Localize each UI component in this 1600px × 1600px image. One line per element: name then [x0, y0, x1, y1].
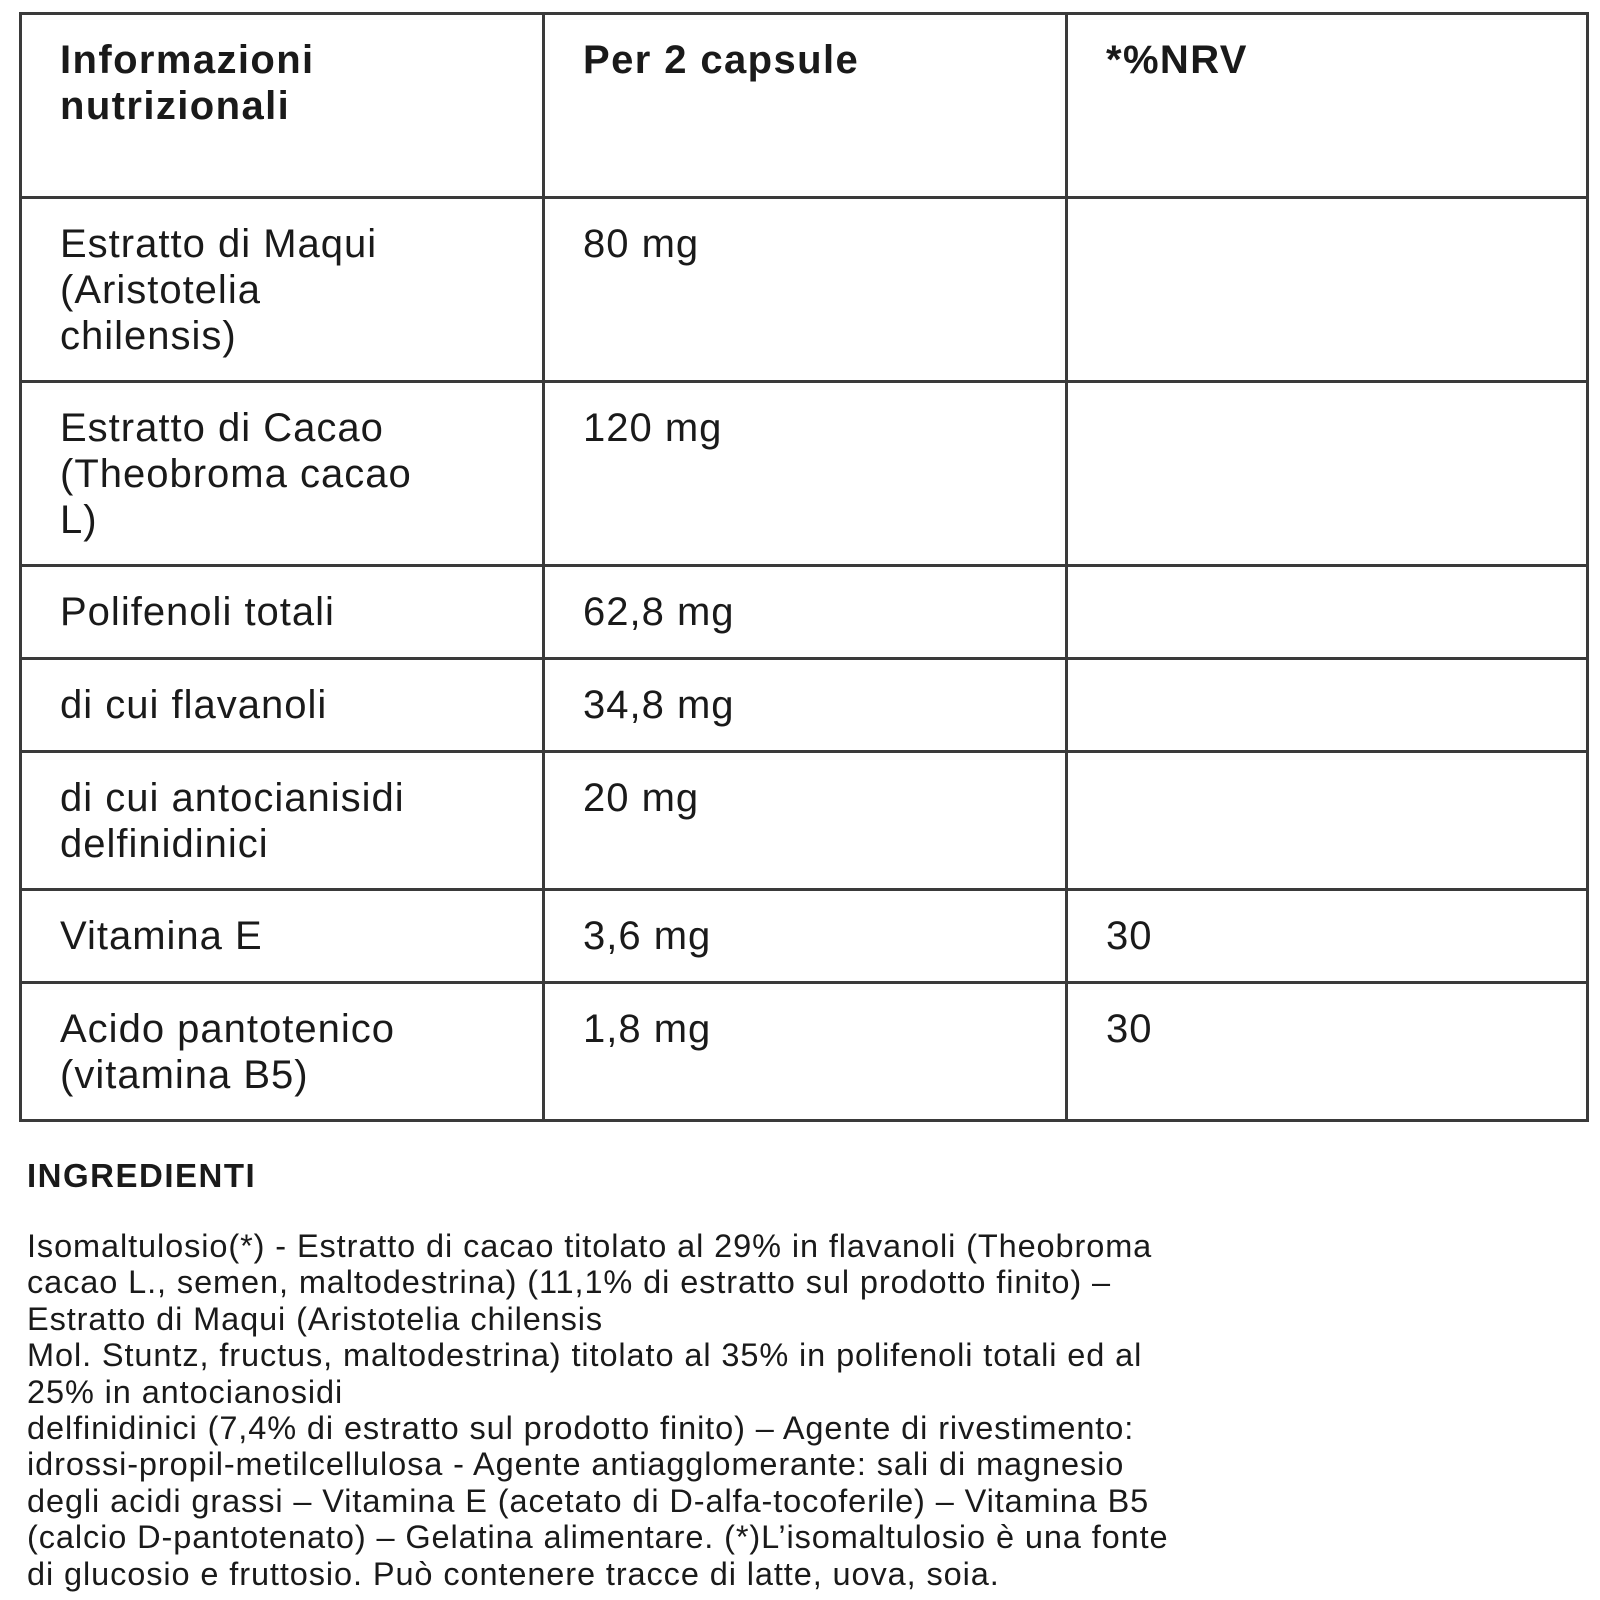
ingredients-title: INGREDIENTI: [27, 1157, 257, 1194]
row-nrv: 30: [1067, 890, 1588, 983]
ingredients-line: di glucosio e fruttosio. Può contenere tracce di latte, uova, soia.: [27, 1555, 1000, 1592]
row-nrv: [1067, 566, 1588, 659]
table-row: [21, 659, 1588, 752]
row-nrv: [1067, 659, 1588, 752]
row-name: Vitamina E: [21, 890, 544, 983]
ingredients-line: Isomaltulosio(*) - Estratto di cacao titolato al 29% in flavanoli (Theobroma: [27, 1228, 1153, 1264]
ingredients-text: [27, 1228, 1587, 1592]
table-row: [21, 198, 1588, 382]
table-row: [21, 566, 1588, 659]
row-name-line: Estratto di Cacao: [60, 406, 384, 450]
row-name-line: chilensis): [60, 314, 237, 358]
nutrition-table: [19, 12, 1589, 1122]
ingredients-line: degli acidi grassi – Vitamina E (acetato di D-alfa-tocoferile) – Vitamina B5: [27, 1482, 1150, 1519]
table-row: [21, 983, 1588, 1121]
row-name: [21, 983, 544, 1121]
row-amount: 1,8 mg: [544, 983, 1067, 1121]
row-name: [21, 752, 544, 890]
ingredients-line: cacao L., semen, maltodestrina) (11,1% di estratto sul prodotto finito) –: [27, 1264, 1111, 1301]
row-name-line: L): [60, 498, 98, 542]
ingredients-line: delfinidinici (7,4% di estratto sul prodotto finito) – Agente di rivestimento:: [27, 1410, 1135, 1447]
row-name: [21, 198, 544, 382]
row-nrv: 30: [1067, 983, 1588, 1121]
header-informazioni-line2: nutrizionali: [60, 84, 291, 128]
header-nrv: *%NRV: [1067, 14, 1588, 198]
row-amount: 20 mg: [544, 752, 1067, 890]
table-row: [21, 890, 1588, 983]
header-informazioni: [21, 14, 544, 198]
row-nrv: [1067, 382, 1588, 566]
row-name: Polifenoli totali: [21, 566, 544, 659]
row-name: [21, 382, 544, 566]
row-amount: 62,8 mg: [544, 566, 1067, 659]
ingredients-line: Estratto di Maqui (Aristotelia chilensis: [27, 1300, 604, 1337]
row-amount: 120 mg: [544, 382, 1067, 566]
row-nrv: [1067, 752, 1588, 890]
table-row: [21, 382, 1588, 566]
row-amount: 34,8 mg: [544, 659, 1067, 752]
row-nrv: [1067, 198, 1588, 382]
ingredients-line: (calcio D-pantotenato) – Gelatina alimentare. (*)L’isomaltulosio è una fonte: [27, 1519, 1169, 1556]
row-name-line: (Aristotelia: [60, 268, 261, 312]
ingredients-line: Mol. Stuntz, fructus, maltodestrina) titolato al 35% in polifenoli totali ed al: [27, 1337, 1143, 1374]
row-name-line: delfinidinici: [60, 822, 269, 866]
row-name-line: (Theobroma cacao: [60, 452, 412, 496]
table-row: [21, 752, 1588, 890]
row-name-line: Acido pantotenico: [60, 1007, 396, 1051]
header-informazioni-line1: Informazioni: [60, 38, 315, 82]
row-name-line: di cui antocianisidi: [60, 776, 405, 820]
row-name-line: (vitamina B5): [60, 1053, 309, 1097]
row-amount: 3,6 mg: [544, 890, 1067, 983]
row-amount: 80 mg: [544, 198, 1067, 382]
row-name: di cui flavanoli: [21, 659, 544, 752]
ingredients-line: 25% in antocianosidi: [27, 1373, 344, 1410]
table-header-row: [21, 14, 1588, 198]
header-per-2-capsule: Per 2 capsule: [544, 14, 1067, 198]
row-name-line: Estratto di Maqui: [60, 222, 378, 266]
ingredients-line: idrossi-propil-metilcellulosa - Agente antiagglomerante: sali di magnesio: [27, 1446, 1125, 1483]
